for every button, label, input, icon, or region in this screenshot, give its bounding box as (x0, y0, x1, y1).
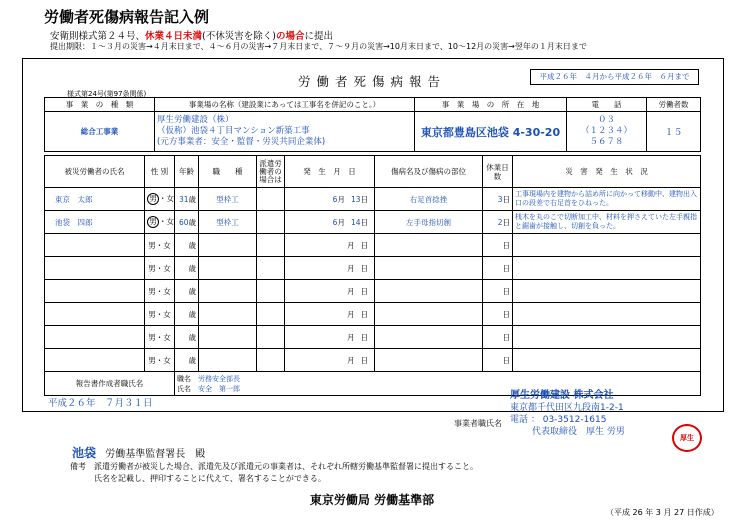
col-injury: 傷病名及び傷病の部位 (375, 156, 483, 188)
worker-date (285, 257, 375, 280)
company-phone: 電話 ： 03-3512-1615 (510, 415, 607, 425)
sex-male: 男 (147, 193, 159, 205)
company-address: 東京都千代田区九段南1-2-1 (510, 403, 624, 413)
header-business-name: 事業場の名称（建設業にあっては工事名を併記のこと。） (155, 98, 415, 112)
workers-table (44, 155, 701, 396)
worker-date (285, 280, 375, 303)
author-job: 労務安全部長 (198, 374, 240, 383)
worker-age (175, 188, 199, 211)
worker-date (285, 303, 375, 326)
phone-area: ０３ (597, 115, 615, 125)
worker-days (483, 188, 513, 211)
worker-row (45, 257, 701, 280)
bureau-name: 東京労働局 労働基準部 (309, 493, 435, 507)
business-name (155, 112, 415, 152)
worker-situation (513, 303, 701, 326)
date-day-unit: 日 (360, 309, 368, 319)
phone-last: ５６７８ (589, 137, 624, 147)
note-line2: 氏名を記載し、押印することに代えて、署名することができる。 (94, 474, 326, 483)
company-seal: 厚生 (672, 424, 702, 452)
date-month-unit: 月 (347, 286, 355, 296)
business-phone (567, 112, 647, 152)
business-type: 総合工事業 (45, 112, 155, 152)
worker-days (483, 234, 513, 257)
header-business-type: 事 業 の 種 類 (45, 98, 155, 112)
worker-name: 東京 太郎 (45, 188, 145, 211)
worker-name: 池袋 四郎 (45, 211, 145, 234)
sex-female: ・女 (159, 194, 174, 203)
phone-mid: （１２３４） (580, 126, 632, 136)
worker-days (483, 349, 513, 372)
age-unit: 歳 (188, 194, 196, 204)
worker-dispatch (257, 188, 285, 211)
note-label: 備考 (70, 462, 86, 471)
date-month: 6 (332, 217, 338, 227)
worker-situation (513, 326, 701, 349)
date-month-unit: 月 (347, 263, 355, 273)
col-days: 休業日数 (483, 156, 513, 188)
worker-days (483, 211, 513, 234)
company-representative: 代表取締役 厚生 労男 (532, 427, 625, 437)
created-date: （平成 26 年 3 月 27 日作成） (606, 508, 719, 517)
worker-situation (513, 349, 701, 372)
business-table (44, 97, 701, 152)
sub1-pre: 安衛則様式第２４号、 (50, 31, 146, 42)
author-label: 報告書作成者職氏名 (45, 372, 175, 396)
sex-female: ・女 (155, 355, 171, 365)
worker-date (285, 188, 375, 211)
worker-job (199, 257, 257, 280)
worker-injury (375, 303, 483, 326)
sub1-post: に提出 (304, 31, 333, 42)
business-address: 東京都豊島区池袋 4-30-20 (415, 112, 567, 152)
worker-sex (145, 303, 175, 326)
age-unit: 歳 (188, 217, 196, 227)
sex-female: ・女 (159, 217, 174, 226)
note-line1: 派遣労働者が被災した場合、派遣先及び派遣元の事業者は、それぞれ所轄労働基準監督署に提出すること。 (94, 462, 478, 471)
date-day: 13 (350, 194, 361, 204)
age-unit: 歳 (188, 332, 196, 342)
report-period: 平成２６年 ４月から平成２６年 ６月まで (530, 69, 699, 85)
author-name-label: 氏名 (177, 384, 191, 393)
worker-injury: 右足首捻挫 (375, 188, 483, 211)
age-unit: 歳 (188, 309, 196, 319)
worker-job (199, 326, 257, 349)
days-value: 2 (497, 217, 503, 227)
worker-dispatch (257, 257, 285, 280)
worker-days (483, 326, 513, 349)
sub1-mid: (不休災害を除く) (202, 31, 276, 42)
worker-name (45, 303, 145, 326)
author-name: 安全 第一郎 (198, 384, 240, 393)
col-date: 発 生 月 日 (285, 156, 375, 188)
col-job: 職 種 (199, 156, 257, 188)
date-day-unit: 日 (360, 240, 368, 250)
company-name: 厚生労働建設 株式会社 (510, 390, 614, 401)
header-worker-count: 労働者数 (647, 98, 701, 112)
worker-injury (375, 349, 483, 372)
date-day-unit: 日 (360, 194, 368, 204)
worker-age (175, 326, 199, 349)
age-unit: 歳 (188, 240, 196, 250)
sex-female: ・女 (155, 240, 171, 250)
age-value: 31 (178, 194, 189, 204)
days-unit: 日 (502, 355, 510, 365)
worker-row (45, 326, 701, 349)
worker-sex (145, 188, 175, 211)
date-day-unit: 日 (360, 286, 368, 296)
age-unit: 歳 (188, 263, 196, 273)
sex-female: ・女 (155, 309, 171, 319)
office-suffix: 労働基準監督署長 殿 (105, 449, 206, 460)
sex-male: 男 (148, 286, 156, 296)
worker-age (175, 211, 199, 234)
worker-job (199, 280, 257, 303)
doc-subtitle (50, 28, 333, 42)
col-age: 年齢 (175, 156, 199, 188)
col-situation: 災 害 発 生 状 況 (513, 156, 701, 188)
date-day-unit: 日 (360, 263, 368, 273)
header-phone: 電 話 (567, 98, 647, 112)
age-value: 60 (178, 217, 189, 227)
worker-date (285, 234, 375, 257)
worker-name (45, 326, 145, 349)
author-job-label: 職名 (177, 374, 191, 383)
worker-situation: 工事現場内を建物から詰め所に向かって移動中、建物出入口の段差で右足首をひねった。 (513, 188, 701, 211)
worker-row (45, 188, 701, 211)
worker-name (45, 257, 145, 280)
date-month-unit: 月 (337, 217, 345, 227)
sex-male: 男 (147, 216, 159, 228)
worker-row (45, 349, 701, 372)
worker-date (285, 326, 375, 349)
company-block (510, 390, 625, 438)
worker-dispatch (257, 280, 285, 303)
worker-age (175, 280, 199, 303)
worker-job: 型枠工 (199, 211, 257, 234)
worker-job: 型枠工 (199, 188, 257, 211)
days-unit: 日 (502, 263, 510, 273)
worker-dispatch (257, 303, 285, 326)
business-name-line3: (元方事業者：安全・監督・労災共同企業体) (157, 137, 326, 147)
sub1-red: 休業４日未満 (145, 31, 203, 42)
date-day-unit: 日 (360, 217, 368, 227)
worker-row (45, 303, 701, 326)
days-unit: 日 (502, 240, 510, 250)
date-month-unit: 月 (347, 332, 355, 342)
header-location: 事 業 場 の 所 在 地 (415, 98, 567, 112)
worker-situation (513, 280, 701, 303)
worker-dispatch (257, 234, 285, 257)
worker-job (199, 349, 257, 372)
col-sex: 性 別 (145, 156, 175, 188)
date-day-unit: 日 (360, 355, 368, 365)
worker-sex (145, 234, 175, 257)
worker-situation (513, 234, 701, 257)
worker-date (285, 211, 375, 234)
sex-female: ・女 (155, 286, 171, 296)
sex-male: 男 (148, 263, 156, 273)
worker-date (285, 349, 375, 372)
business-name-line2: （仮称）池袋４丁目マンション新築工事 (157, 126, 310, 136)
worker-age (175, 349, 199, 372)
worker-days (483, 303, 513, 326)
worker-name (45, 349, 145, 372)
worker-name (45, 234, 145, 257)
worker-row (45, 211, 701, 234)
worker-injury (375, 234, 483, 257)
worker-sex (145, 326, 175, 349)
office-line (72, 444, 205, 461)
worker-situation (513, 257, 701, 280)
sex-male: 男 (148, 240, 156, 250)
employer-label: 事業者職氏名 (454, 419, 502, 428)
age-unit: 歳 (188, 355, 196, 365)
sex-female: ・女 (155, 332, 171, 342)
col-name: 被災労働者の氏名 (45, 156, 145, 188)
worker-age (175, 234, 199, 257)
sub1-red2: の場合 (275, 31, 305, 42)
worker-dispatch (257, 326, 285, 349)
worker-row (45, 280, 701, 303)
worker-count: １５ (647, 112, 701, 152)
office-name: 池袋 (72, 446, 97, 460)
worker-injury (375, 280, 483, 303)
col-dispatch: 派遣労働者の場合は (257, 156, 285, 188)
worker-injury (375, 326, 483, 349)
date-month-unit: 月 (337, 194, 345, 204)
worker-dispatch (257, 211, 285, 234)
days-unit: 日 (502, 217, 510, 227)
doc-title: 労働者死傷病報告記入例 (44, 8, 210, 26)
worker-days (483, 280, 513, 303)
days-unit: 日 (502, 194, 510, 204)
sex-male: 男 (148, 332, 156, 342)
deadline-note: 提出期限：１～３月の災害→４月末日まで、４～６月の災害→７月末日まで、７～９月の災害→10月末日まで、10～12月の災害→翌年の１月末日まで (50, 42, 587, 51)
form-number: 様式第24号(第97条関係) (67, 90, 147, 98)
sex-male: 男 (148, 309, 156, 319)
date-day: 14 (350, 217, 361, 227)
date-month-unit: 月 (347, 240, 355, 250)
worker-job (199, 234, 257, 257)
days-unit: 日 (502, 332, 510, 342)
worker-situation: 桟木を丸のこで切断加工中、材料を押さえていた左手親指と鋸歯が接触し、切創を負った。 (513, 211, 701, 234)
worker-name (45, 280, 145, 303)
age-unit: 歳 (188, 286, 196, 296)
worker-sex (145, 257, 175, 280)
sex-female: ・女 (155, 263, 171, 273)
sex-male: 男 (148, 355, 156, 365)
worker-dispatch (257, 349, 285, 372)
worker-sex (145, 349, 175, 372)
business-name-line1: 厚生労働建設（株） (157, 115, 234, 125)
worker-sex (145, 280, 175, 303)
days-unit: 日 (502, 309, 510, 319)
worker-age (175, 303, 199, 326)
days-value: 3 (497, 194, 503, 204)
worker-row (45, 234, 701, 257)
worker-injury (375, 257, 483, 280)
worker-sex (145, 211, 175, 234)
date-month: 6 (332, 194, 338, 204)
worker-age (175, 257, 199, 280)
worker-job (199, 303, 257, 326)
date-month-unit: 月 (347, 309, 355, 319)
worker-days (483, 257, 513, 280)
days-unit: 日 (502, 286, 510, 296)
date-day-unit: 日 (360, 332, 368, 342)
report-title: 労働者死傷病報告 (297, 74, 446, 89)
date-month-unit: 月 (347, 355, 355, 365)
remarks (70, 461, 478, 485)
report-date: 平成２６年 ７月３１日 (48, 398, 153, 409)
worker-injury: 左手母指切創 (375, 211, 483, 234)
